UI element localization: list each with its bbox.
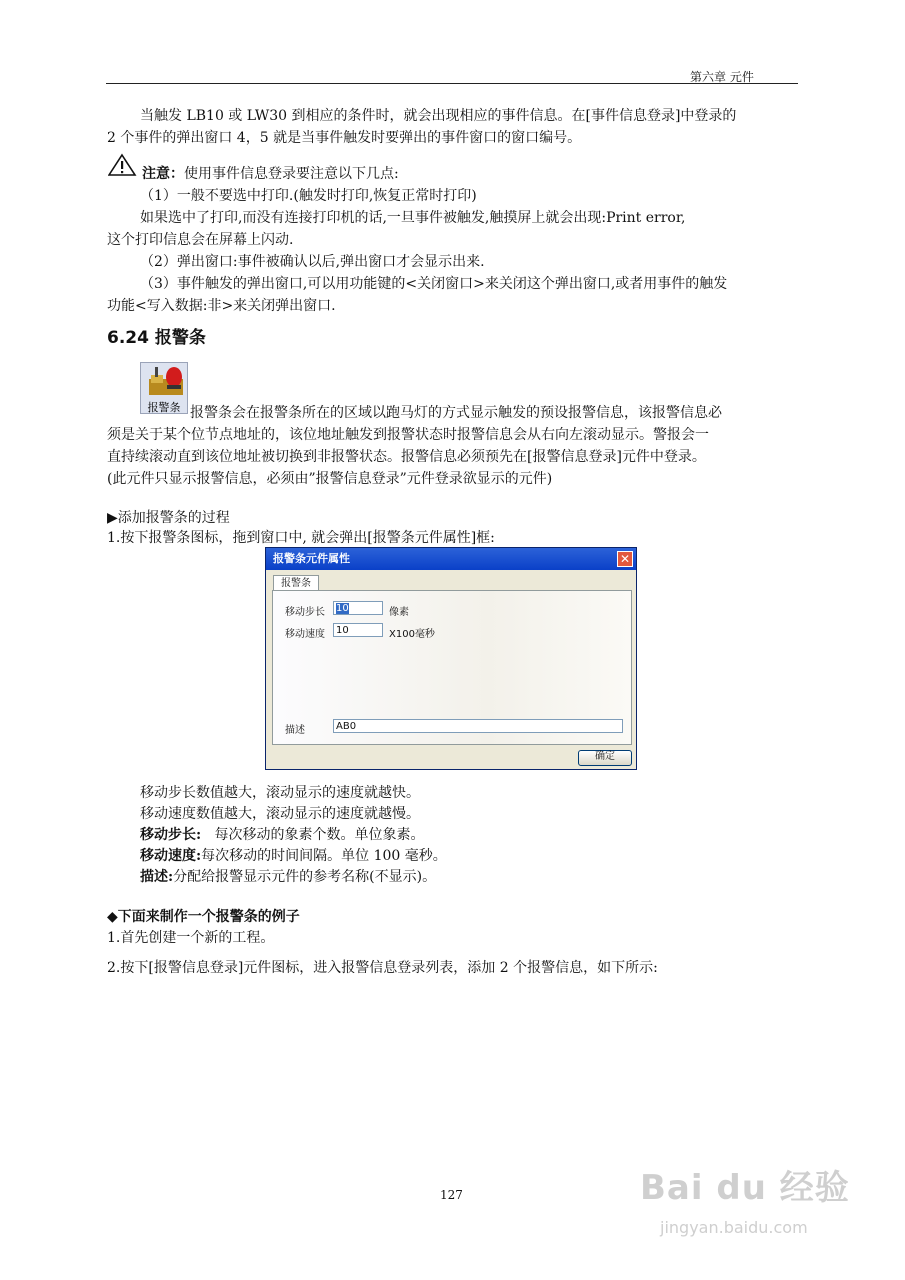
desc-label: 描述: [285, 725, 305, 736]
dialog-title: 报警条元件属性: [266, 548, 636, 570]
explain-line-1: 移动步长数值越大，滚动显示的速度就越快。: [140, 785, 420, 801]
note-item-4: （2）弹出窗口:事件被确认以后,弹出窗口才会显示出来.: [140, 254, 485, 270]
warning-icon: [108, 153, 142, 177]
explain-step-text: 每次移动的象素个数。单位象素。: [201, 827, 425, 843]
chapter-header: 第六章 元件: [690, 70, 754, 84]
dialog-panel: [272, 590, 632, 745]
alarm-bar-properties-dialog: [265, 547, 637, 770]
desc-line-3: 直持续滚动直到该位地址被切换到非报警状态。报警信息必须预先在[报警信息登录]元件中登录。: [107, 449, 706, 465]
desc-line-2: 须是关于某个位节点地址的，该位地址触发到报警状态时报警信息会从右向左滚动显示。警报会一: [107, 427, 709, 443]
example-heading: ◆下面来制作一个报警条的例子: [107, 909, 300, 925]
desc-line-1: 报警条会在报警条所在的区域以跑马灯的方式显示触发的预设报警信息，该报警信息必: [190, 405, 722, 421]
watermark-logo: Bai du 经验: [640, 1168, 850, 1208]
explain-line-2: 移动速度数值越大，滚动显示的速度就越慢。: [140, 806, 420, 822]
add-process-step-1: 1.按下报警条图标，拖到窗口中, 就会弹出[报警条元件属性]框:: [107, 530, 495, 546]
close-icon[interactable]: ✕: [617, 551, 633, 567]
step-label: 移动步长: [285, 607, 325, 618]
note-item-5: （3）事件触发的弹出窗口,可以用功能键的<关闭窗口>来关闭这个弹出窗口,或者用事件的触发: [140, 276, 728, 292]
desc-line-4: (此元件只显示报警信息，必须由”报警信息登录”元件登录欲显示的元件): [107, 471, 553, 487]
note-label: 注意：: [142, 166, 184, 182]
speed-unit: X100毫秒: [389, 629, 435, 640]
step-value: 10: [336, 603, 349, 614]
section-title: 6.24 报警条: [107, 328, 206, 348]
ok-button[interactable]: 确定: [578, 750, 632, 766]
explain-speed-text: 每次移动的时间间隔。单位 100 毫秒。: [201, 848, 447, 864]
step-input[interactable]: [333, 601, 383, 615]
note-item-6: 功能<写入数据:非>来关闭弹出窗口.: [107, 298, 336, 314]
intro-line-1: 当触发 LB10 或 LW30 到相应的条件时，就会出现相应的事件信息。在[事件信息登录]中登录的: [140, 108, 737, 124]
desc-input[interactable]: AB0: [333, 719, 623, 733]
note-item-2: 如果选中了打印,而没有连接打印机的话,一旦事件被触发,触摸屏上就会出现:Print error,: [140, 210, 686, 226]
watermark-url: jingyan.baidu.com: [660, 1218, 808, 1237]
note-item-3: 这个打印信息会在屏幕上闪动.: [107, 232, 294, 248]
explain-desc-text: 分配给报警显示元件的参考名称(不显示)。: [173, 869, 437, 885]
add-process-heading: ▶添加报警条的过程: [107, 510, 230, 526]
alarm-bar-icon: [140, 362, 188, 414]
example-step-1: 1.首先创建一个新的工程。: [107, 930, 275, 946]
tab-alarm-bar[interactable]: 报警条: [273, 575, 319, 592]
speed-input[interactable]: 10: [333, 623, 383, 637]
page-number: 127: [440, 1188, 463, 1202]
example-step-2: 2.按下[报警信息登录]元件图标，进入报警信息登录列表，添加 2 个报警信息，如下所示:: [107, 960, 658, 976]
step-unit: 像素: [389, 607, 409, 618]
speed-label: 移动速度: [285, 629, 325, 640]
alarm-lamp-icon: [147, 365, 185, 397]
explain-desc-label: 描述:: [140, 869, 174, 885]
alarm-bar-icon-label: 报警条: [147, 401, 181, 414]
header-rule: [106, 83, 798, 84]
explain-step-label: 移动步长:: [140, 827, 202, 843]
note-item-1: （1）一般不要选中打印.(触发时打印,恢复正常时打印): [140, 188, 477, 204]
intro-line-2: 2 个事件的弹出窗口 4，5 就是当事件触发时要弹出的事件窗口的窗口编号。: [107, 130, 582, 146]
note-text: 使用事件信息登录要注意以下几点:: [184, 166, 399, 182]
explain-speed-label: 移动速度:: [140, 848, 202, 864]
